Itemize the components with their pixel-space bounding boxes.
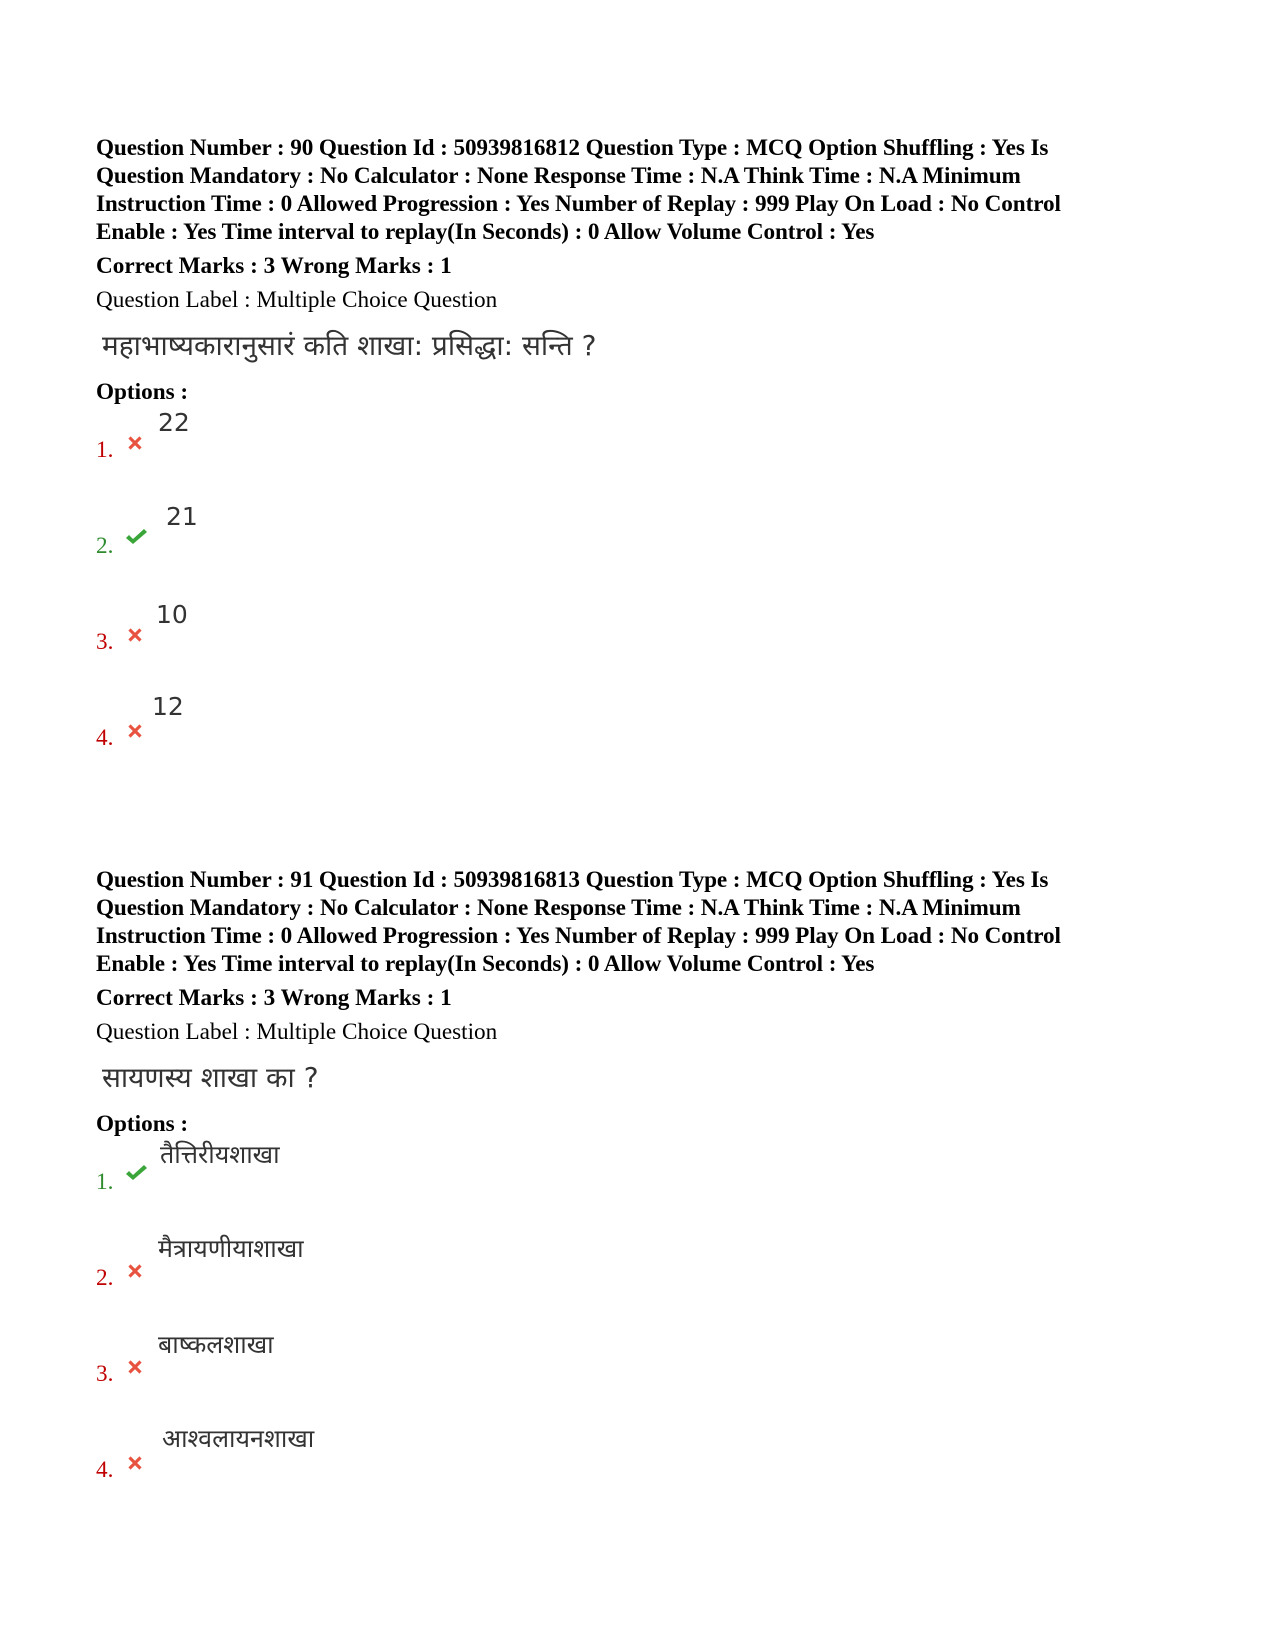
option-2 <box>96 502 1186 598</box>
option-number: 3. <box>96 1361 114 1387</box>
options-heading: Options : <box>96 1111 189 1137</box>
meta-line: Question Mandatory : No Calculator : None Response Time : N.A Think Time : N.A Minimum <box>96 895 1021 921</box>
option-3 <box>96 598 1186 694</box>
question-text: महाभाष्यकारानुसारं कति शाखा: प्रसिद्धा: सन्ति ? <box>102 329 597 362</box>
option-value: तैत्तिरीयशाखा <box>160 1140 280 1169</box>
option-value: 12 <box>152 692 184 721</box>
option-value: 22 <box>158 408 190 437</box>
cross-icon <box>124 432 146 454</box>
cross-icon <box>124 1260 146 1282</box>
option-number: 2. <box>96 1265 114 1291</box>
option-number: 1. <box>96 1169 114 1195</box>
option-value: आश्वलायनशाखा <box>162 1424 315 1453</box>
cross-icon <box>124 1356 146 1378</box>
option-3 <box>96 1330 1186 1426</box>
option-value: 10 <box>156 600 188 629</box>
meta-line: Question Mandatory : No Calculator : None Response Time : N.A Think Time : N.A Minimum <box>96 163 1021 189</box>
question-label: Question Label : Multiple Choice Question <box>96 287 498 313</box>
option-value: मैत्रायणीयाशाखा <box>158 1234 304 1263</box>
check-icon <box>124 526 148 548</box>
cross-icon <box>124 1452 146 1474</box>
option-number: 2. <box>96 533 114 559</box>
meta-line: Instruction Time : 0 Allowed Progression : Yes Number of Replay : 999 Play On Load : No Control <box>96 191 1061 217</box>
meta-line: Instruction Time : 0 Allowed Progression : Yes Number of Replay : 999 Play On Load : No Control <box>96 923 1061 949</box>
question-meta <box>96 866 1186 978</box>
option-number: 4. <box>96 1457 114 1483</box>
meta-line: Question Number : 90 Question Id : 50939816812 Question Type : MCQ Option Shuffling : Yes Is <box>96 135 1049 161</box>
cross-icon <box>124 720 146 742</box>
cross-icon <box>124 624 146 646</box>
question-block-90 <box>96 134 1186 790</box>
meta-line: Enable : Yes Time interval to replay(In Seconds) : 0 Allow Volume Control : Yes <box>96 219 875 245</box>
question-meta <box>96 134 1186 246</box>
question-label: Question Label : Multiple Choice Question <box>96 1019 498 1045</box>
option-value: 21 <box>166 502 198 531</box>
option-number: 3. <box>96 629 114 655</box>
meta-line: Question Number : 91 Question Id : 50939816813 Question Type : MCQ Option Shuffling : Yes Is <box>96 867 1049 893</box>
question-text: सायणस्य शाखा का ? <box>102 1061 319 1094</box>
option-1 <box>96 406 1186 502</box>
question-block-91 <box>96 866 1186 1522</box>
option-value: बाष्कलशाखा <box>158 1330 274 1359</box>
marks-line: Correct Marks : 3 Wrong Marks : 1 <box>96 985 452 1011</box>
option-4 <box>96 694 1186 790</box>
option-1 <box>96 1138 1186 1234</box>
option-2 <box>96 1234 1186 1330</box>
option-number: 1. <box>96 437 114 463</box>
meta-line: Enable : Yes Time interval to replay(In Seconds) : 0 Allow Volume Control : Yes <box>96 951 875 977</box>
option-4 <box>96 1426 1186 1522</box>
marks-line: Correct Marks : 3 Wrong Marks : 1 <box>96 253 452 279</box>
check-icon <box>124 1162 148 1184</box>
options-heading: Options : <box>96 379 189 405</box>
option-number: 4. <box>96 725 114 751</box>
